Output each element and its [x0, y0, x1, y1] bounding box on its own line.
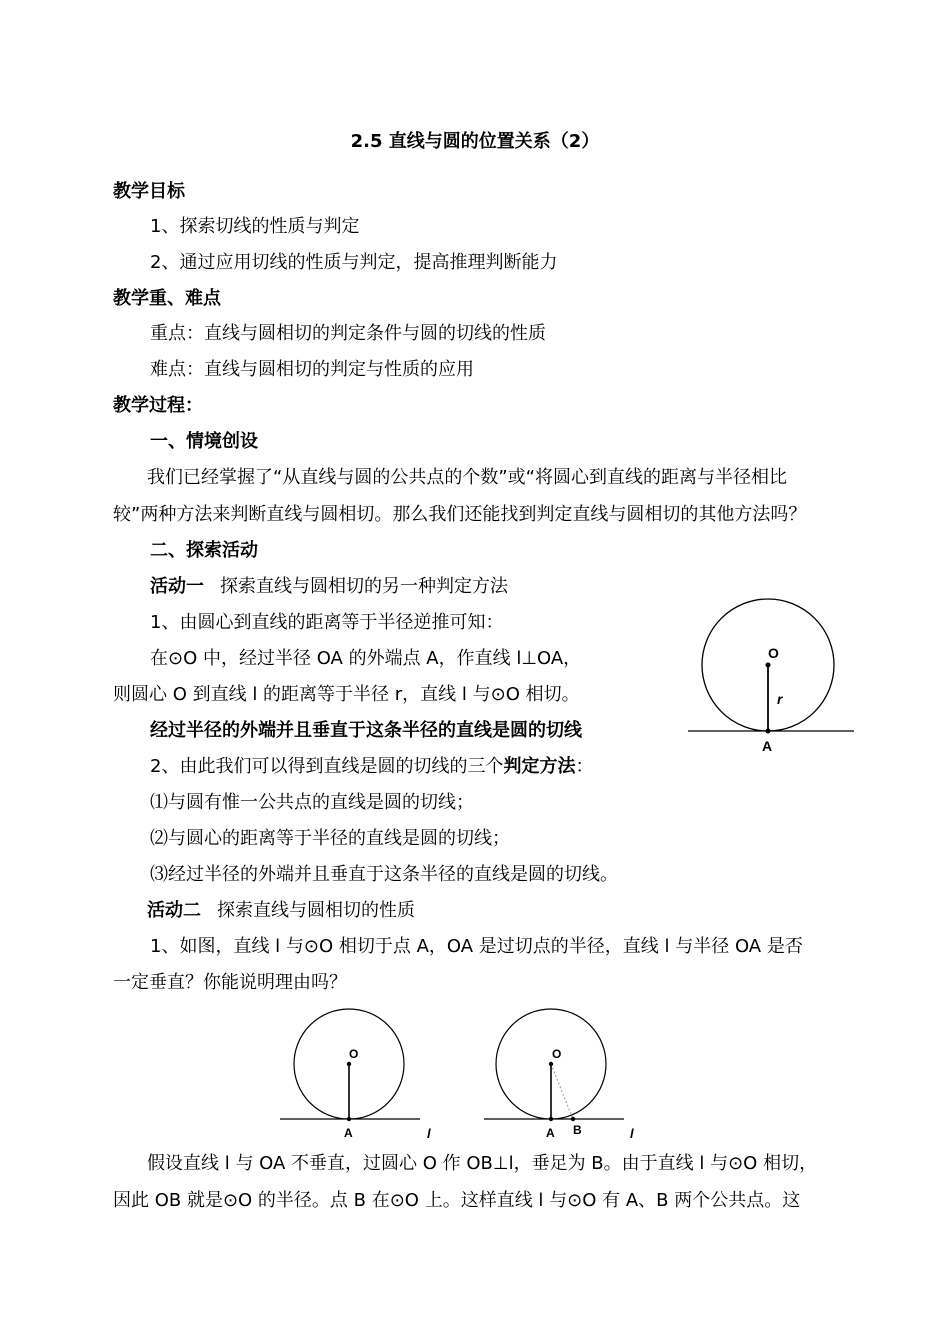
- point-b: [571, 1117, 575, 1121]
- point-a-label: A: [546, 1126, 555, 1140]
- point-label: A: [344, 1126, 353, 1140]
- center-label: O: [552, 1047, 562, 1061]
- page-title: 2.5 直线与圆的位置关系（2）: [350, 131, 600, 152]
- center-point: [766, 663, 771, 668]
- step2-prefix: 2、由此我们可以得到直线是圆的切线的三个: [150, 756, 504, 777]
- section2-heading: 二、探索活动: [150, 540, 258, 561]
- activity1-step2: [150, 755, 593, 779]
- center-point: [549, 1062, 553, 1066]
- activity1-title: 探索直线与圆相切的另一种判定方法: [220, 576, 508, 597]
- method-item: ⑶经过半径的外端并且垂直于这条半径的直线是圆的切线。: [150, 864, 618, 885]
- line-label: l: [630, 1126, 634, 1141]
- point-a: [549, 1117, 553, 1121]
- method-item: ⑴与圆有惟一公共点的直线是圆的切线；: [150, 792, 474, 813]
- activity2-title: 探索直线与圆相切的性质: [217, 900, 415, 921]
- key-points-heading: 教学重、难点: [113, 288, 221, 309]
- difficult-point: 难点：直线与圆相切的判定与性质的应用: [150, 359, 474, 380]
- section1-heading: 一、情境创设: [150, 431, 258, 452]
- objective-item: 2、通过应用切线的性质与判定，提高推理判断能力: [150, 252, 558, 273]
- step2-bold: 判定方法: [503, 756, 576, 777]
- proof-line2: 因此 OB 就是⊙O 的半径。点 B 在⊙O 上。这样直线 l 与⊙O 有 A、B 两个公共点。这: [113, 1190, 801, 1211]
- activity1-label: 活动一: [150, 576, 204, 597]
- line-label: l: [427, 1126, 431, 1141]
- objectives-heading: 教学目标: [113, 181, 185, 202]
- section1-paragraph-line1: 我们已经掌握了“从直线与圆的公共点的个数”或“将圆心到直线的距离与半径相比: [147, 467, 787, 488]
- activity1-header: [150, 575, 508, 599]
- activity2-question-line1: 1、如图，直线 l 与⊙O 相切于点 A，OA 是过切点的半径，直线 l 与半径 OA 是否: [150, 936, 803, 957]
- center-label: O: [349, 1047, 359, 1061]
- tangent-point: [347, 1117, 351, 1121]
- objective-item: 1、探索切线的性质与判定: [150, 216, 360, 237]
- point-label: A: [762, 738, 773, 754]
- radius-label: r: [777, 691, 783, 707]
- key-point: 重点：直线与圆相切的判定条件与圆的切线的性质: [150, 323, 546, 344]
- activity1-line-b: 则圆心 O 到直线 l 的距离等于半径 r，直线 l 与⊙O 相切。: [113, 684, 580, 705]
- step2-suffix: ：: [575, 756, 594, 777]
- point-b-label: B: [573, 1123, 582, 1137]
- figure-tangent-a: [270, 1000, 450, 1145]
- activity1-step1: 1、由圆心到直线的距离等于半径逆推可知：: [150, 612, 504, 633]
- section1-paragraph-line2: 较”两种方法来判断直线与圆相切。那么我们还能找到判定直线与圆相切的其他方法吗？: [113, 504, 807, 525]
- center-point: [347, 1062, 351, 1066]
- activity1-line-a: 在⊙O 中，经过半径 OA 的外端点 A，作直线 l⊥OA，: [150, 648, 582, 669]
- activity1-theorem: 经过半径的外端并且垂直于这条半径的直线是圆的切线: [150, 720, 582, 741]
- segment-ob: [551, 1064, 573, 1119]
- activity2-header: [147, 899, 415, 923]
- method-item: ⑵与圆心的距离等于半径的直线是圆的切线；: [150, 828, 510, 849]
- proof-line1: 假设直线 l 与 OA 不垂直，过圆心 O 作 OB⊥l，垂足为 B。由于直线 l 与⊙O 相切，: [147, 1153, 818, 1174]
- tangent-point: [766, 729, 771, 734]
- center-label: O: [768, 645, 779, 661]
- figure-tangent-ab: [472, 1000, 657, 1145]
- activity2-question-line2: 一定垂直？你能说明理由吗？: [113, 972, 347, 993]
- activity2-label: 活动二: [147, 900, 201, 921]
- process-heading: 教学过程：: [113, 395, 203, 416]
- figure-tangent-circle: [680, 590, 860, 760]
